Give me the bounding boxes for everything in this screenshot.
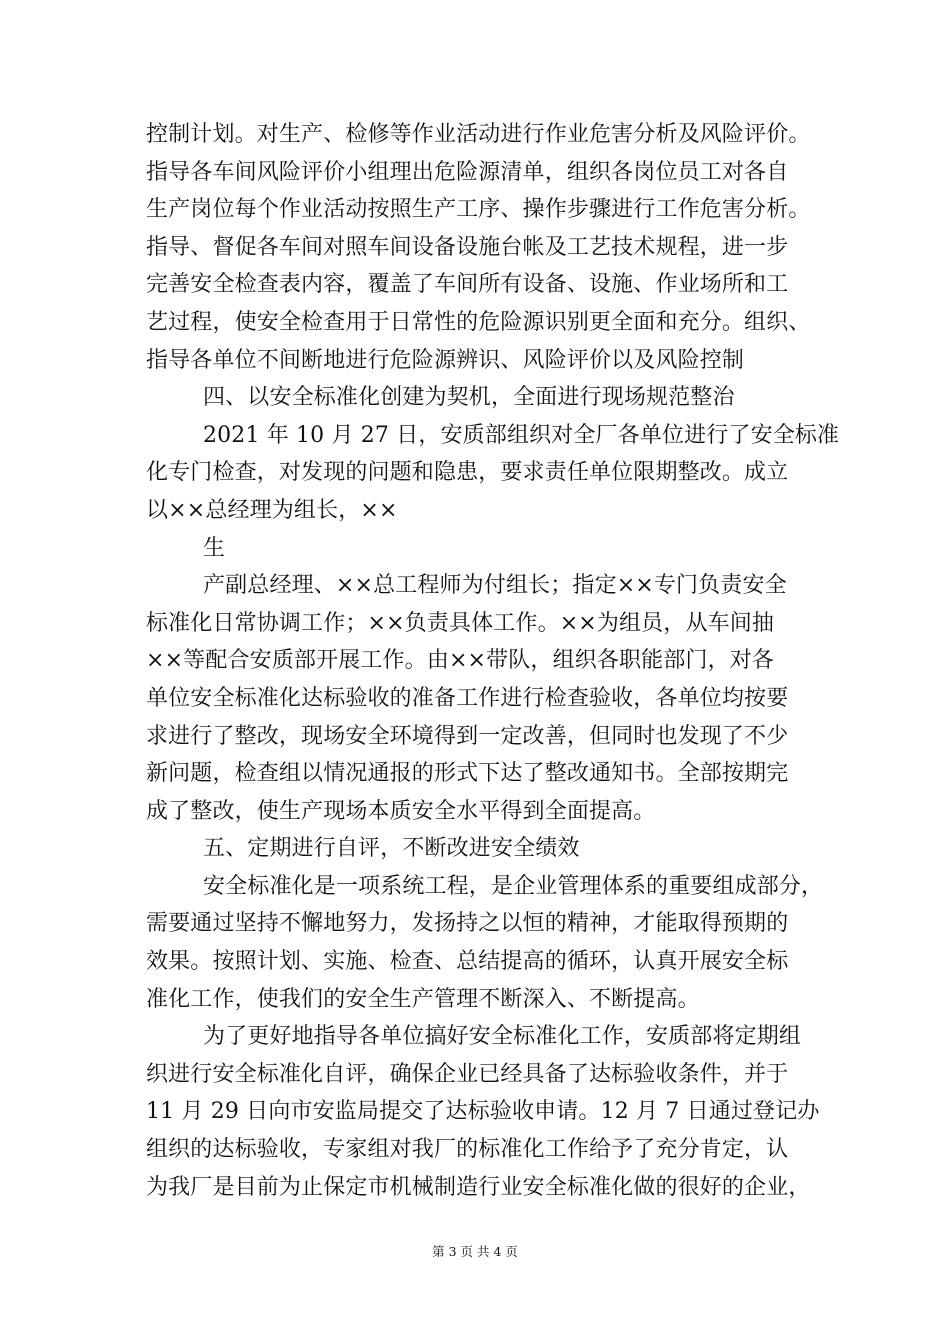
text-line: 指导、督促各车间对照车间设备设施台帐及工艺技术规程，进一步 [146, 234, 789, 260]
text-line: 艺过程，使安全检查用于日常性的危险源识别更全面和充分。组织、 [146, 309, 811, 335]
text-line: 产副总经理、××总工程师为付组长；指定××专门负责安全 [203, 573, 787, 599]
text-line: 11 月 29 日向市安监局提交了达标验收申请。12 月 7 日通过登记办 [146, 1099, 820, 1125]
text-line: 化专门检查，对发现的问题和隐患，要求责任单位限期整改。成立 [146, 460, 789, 486]
text-line: 为我厂是目前为止保定市机械制造行业安全标准化做的很好的企业， [146, 1174, 811, 1200]
text-line: 2021 年 10 月 27 日，安质部组织对全厂各单位进行了安全标准 [203, 422, 840, 448]
text-line: 以××总经理为组长，×× [146, 497, 398, 523]
text-line: 织进行安全标准化自评，确保企业已经具备了达标验收条件，并于 [146, 1061, 789, 1087]
text-line: 单位安全标准化达标验收的准备工作进行检查验收，各单位均按要 [146, 685, 789, 711]
text-line: 需要通过坚持不懈地努力，发扬持之以恒的精神，才能取得预期的 [146, 911, 789, 937]
text-line: 指导各单位不间断地进行危险源辨识、风险评价以及风险控制 [146, 347, 745, 373]
page-footer [0, 1244, 950, 1260]
text-line: ××等配合安质部开展工作。由××带队，组织各职能部门，对各 [146, 648, 775, 674]
text-line: 为了更好地指导各单位搞好安全标准化工作，安质部将定期组 [203, 1024, 802, 1050]
text-line: 准化工作，使我们的安全生产管理不断深入、不断提高。 [146, 986, 700, 1012]
text-line: 生产岗位每个作业活动按照生产工序、操作步骤进行工作危害分析。 [146, 197, 811, 223]
text-line: 成了整改，使生产现场本质安全水平得到全面提高。 [146, 798, 656, 824]
text-line: 求进行了整改，现场安全环境得到一定改善，但同时也发现了不少 [146, 723, 789, 749]
text-line: 安全标准化是一项系统工程，是企业管理体系的重要组成部分， [203, 873, 824, 899]
text-line: 新问题，检查组以情况通报的形式下达了整改通知书。全部按期完 [146, 761, 789, 787]
text-line: 控制计划。对生产、检修等作业活动进行作业危害分析及风险评价。 [146, 122, 811, 147]
text-line: 效果。按照计划、实施、检查、总结提高的循环，认真开展安全标 [146, 949, 789, 975]
page-number: 第 3 页 共 4 页 [432, 1244, 518, 1259]
section-heading-5: 五、定期进行自评，不断改进安全绩效 [203, 836, 580, 862]
text-line: 生 [203, 535, 226, 561]
text-line: 标准化日常协调工作；××负责具体工作。××为组员，从车间抽 [146, 610, 775, 636]
section-heading-4: 四、以安全标准化创建为契机，全面进行现场规范整治 [203, 385, 735, 411]
text-line: 组织的达标验收，专家组对我厂的标准化工作给予了充分肯定，认 [146, 1137, 789, 1163]
document-body [146, 116, 840, 1206]
text-line: 完善安全检查表内容，覆盖了车间所有设备、设施、作业场所和工 [146, 272, 789, 298]
text-line: 指导各车间风险评价小组理出危险源清单，组织各岗位员工对各自 [146, 159, 789, 185]
